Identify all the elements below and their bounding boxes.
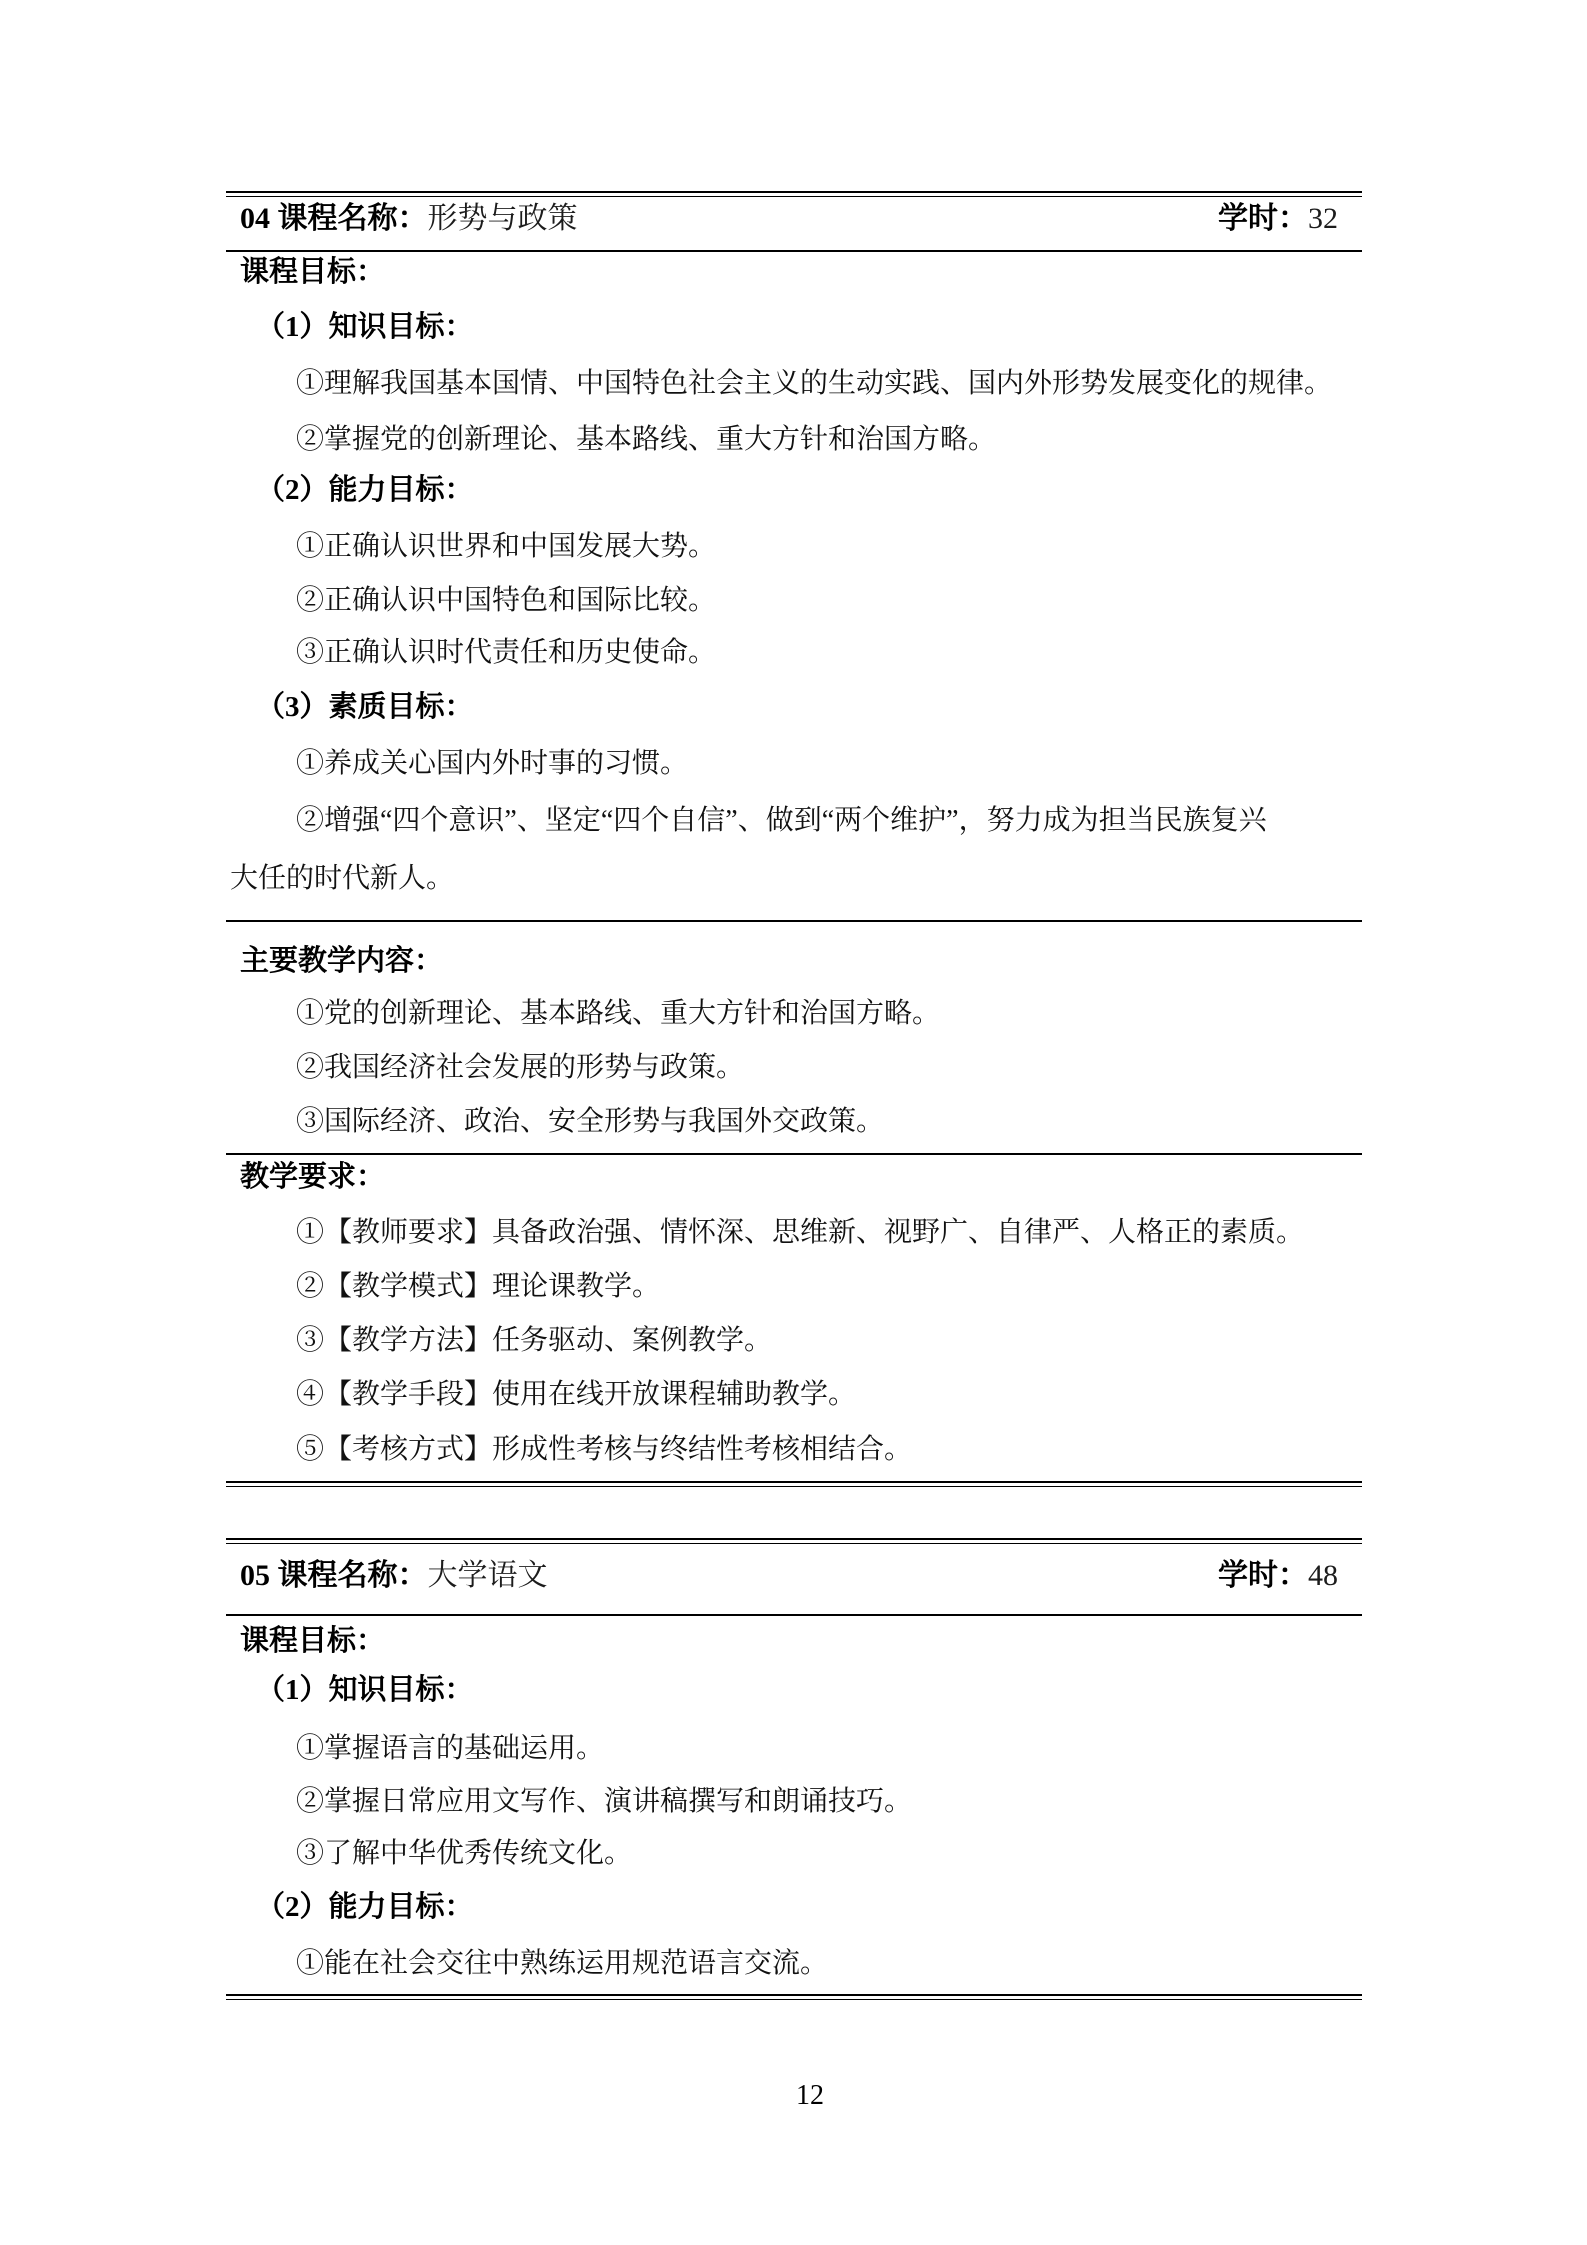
table-top-double-rule [226, 191, 1362, 197]
knowledge-objectives-title: （1）知识目标： [256, 1674, 474, 1706]
requirement-item: ②【教学模式】理论课教学。 [296, 1271, 661, 1302]
ability-item: ①正确认识世界和中国发展大势。 [296, 531, 717, 562]
content-item: ②我国经济社会发展的形势与政策。 [296, 1052, 745, 1083]
knowledge-item: ③了解中华优秀传统文化。 [296, 1838, 633, 1869]
quality-objectives-title: （3）素质目标： [256, 691, 474, 723]
page-number: 12 [796, 2080, 824, 2111]
table-top-double-rule [226, 1538, 1362, 1544]
hours-value: 48 [1308, 1559, 1338, 1592]
table-bottom-double-rule [226, 1481, 1362, 1487]
teaching-content-title: 主要教学内容： [240, 945, 444, 977]
requirement-item: ①【教师要求】具备政治强、情怀深、思维新、视野广、自律严、人格正的素质。 [296, 1217, 1305, 1248]
course-number-label: 05 课程名称： [240, 1559, 428, 1592]
requirement-item: ⑤【考核方式】形成性考核与终结性考核相结合。 [296, 1434, 913, 1465]
course-05-header [240, 1558, 548, 1594]
knowledge-item: ②掌握日常应用文写作、演讲稿撰写和朗诵技巧。 [296, 1786, 913, 1817]
course-05-table [226, 1538, 1362, 2000]
knowledge-item: ②掌握党的创新理论、基本路线、重大方针和治国方略。 [296, 424, 997, 455]
teaching-requirements-title: 教学要求： [240, 1161, 386, 1193]
hours-value: 32 [1308, 202, 1338, 235]
table-bottom-double-rule [226, 1994, 1362, 2000]
ability-objectives-title: （2）能力目标： [256, 1891, 474, 1923]
ability-item: ②正确认识中国特色和国际比较。 [296, 585, 717, 616]
course-number-label: 04 课程名称： [240, 202, 428, 235]
content-item: ①党的创新理论、基本路线、重大方针和治国方略。 [296, 998, 941, 1029]
hours-label: 学时： [1218, 202, 1308, 235]
knowledge-item: ①理解我国基本国情、中国特色社会主义的生动实践、国内外形势发展变化的规律。 [296, 368, 1333, 399]
ability-item: ③正确认识时代责任和历史使命。 [296, 637, 717, 668]
ability-item: ①能在社会交往中熟练运用规范语言交流。 [296, 1948, 829, 1979]
course-name: 大学语文 [427, 1559, 548, 1592]
quality-item-continuation: 大任的时代新人。 [230, 863, 455, 894]
course-name: 形势与政策 [427, 202, 578, 235]
course-04-header [240, 201, 578, 237]
quality-item: ①养成关心国内外时事的习惯。 [296, 748, 689, 779]
hours-label: 学时： [1218, 1559, 1308, 1592]
requirement-item: ④【教学手段】使用在线开放课程辅助教学。 [296, 1379, 857, 1410]
objectives-title: 课程目标： [240, 1625, 386, 1657]
knowledge-objectives-title: （1）知识目标： [256, 311, 474, 343]
content-item: ③国际经济、政治、安全形势与我国外交政策。 [296, 1106, 885, 1137]
header-rule [226, 1614, 1362, 1616]
objectives-title: 课程目标： [240, 256, 386, 288]
header-rule [226, 250, 1362, 252]
section-rule [226, 920, 1362, 922]
course-04-hours [1218, 201, 1338, 237]
course-04-table [226, 191, 1362, 1487]
ability-objectives-title: （2）能力目标： [256, 474, 474, 506]
quality-item: ②增强“四个意识”、坚定“四个自信”、做到“两个维护”，努力成为担当民族复兴 [296, 805, 1267, 836]
course-05-hours [1218, 1558, 1338, 1594]
section-rule [226, 1153, 1362, 1155]
requirement-item: ③【教学方法】任务驱动、案例教学。 [296, 1325, 773, 1356]
knowledge-item: ①掌握语言的基础运用。 [296, 1733, 605, 1764]
